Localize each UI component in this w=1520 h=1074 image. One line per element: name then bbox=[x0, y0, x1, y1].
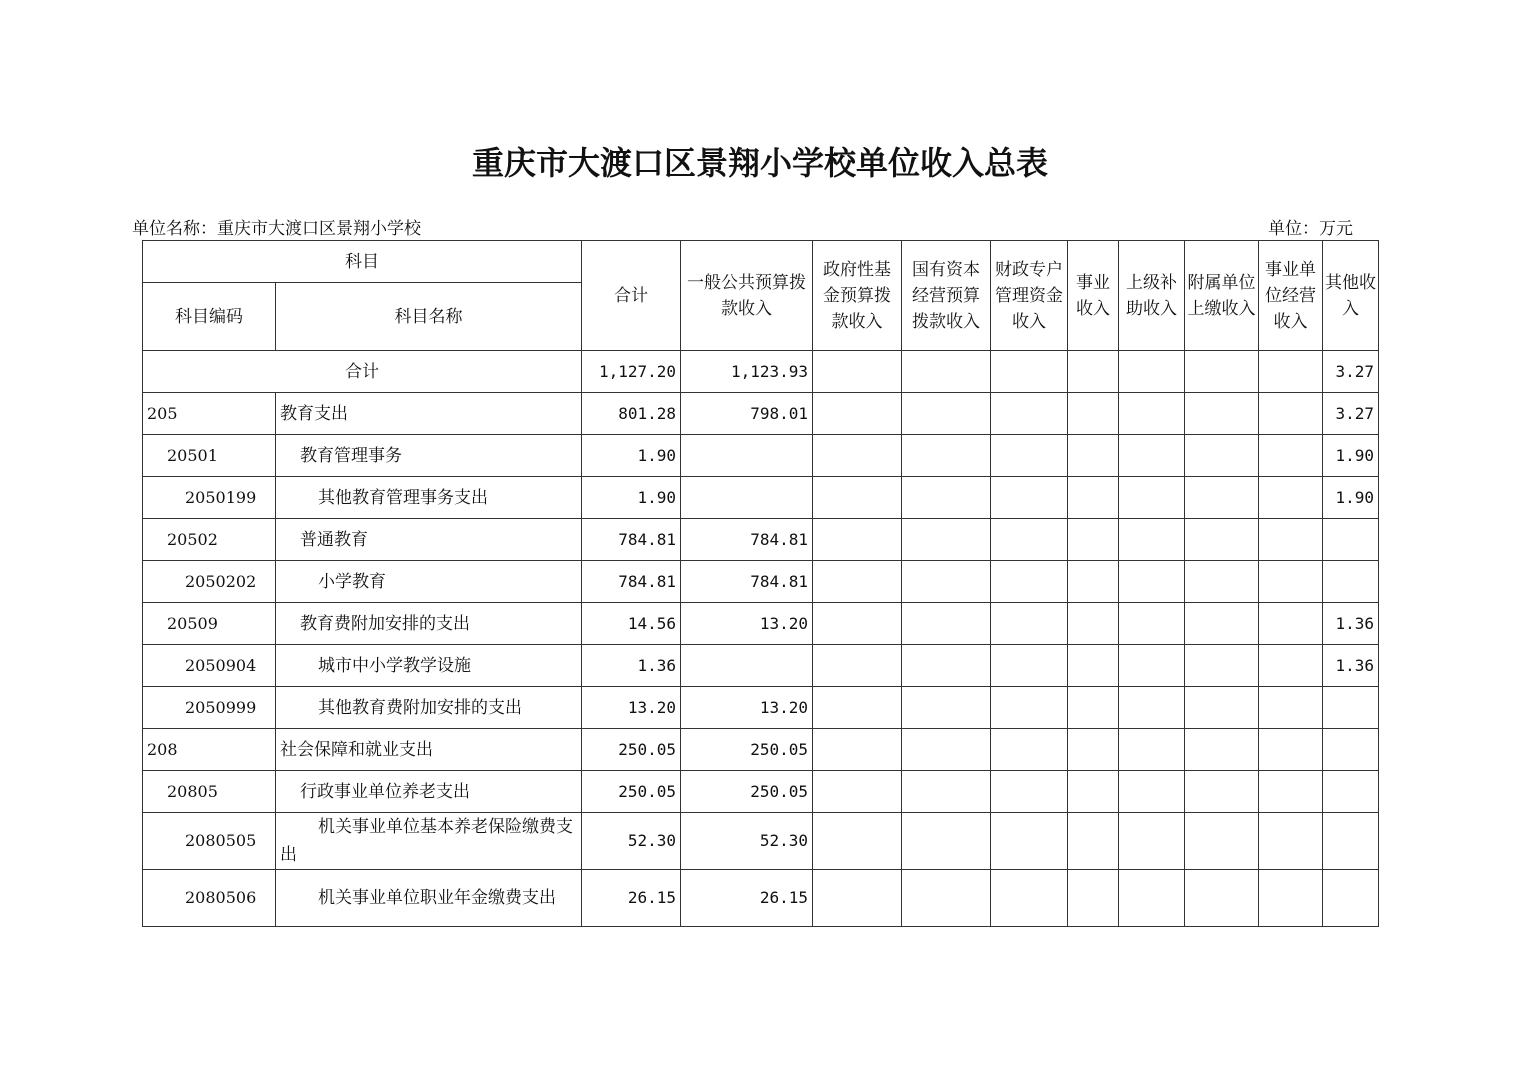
header-business: 事业收入 bbox=[1068, 241, 1119, 351]
empty-cell bbox=[902, 771, 991, 813]
subject-name-cell: 社会保障和就业支出 bbox=[276, 729, 582, 771]
empty-cell bbox=[902, 813, 991, 870]
empty-cell bbox=[1259, 645, 1323, 687]
general-budget-cell: 784.81 bbox=[681, 561, 813, 603]
empty-cell bbox=[1185, 729, 1259, 771]
empty-cell bbox=[991, 519, 1068, 561]
total-row-label: 合计 bbox=[143, 351, 582, 393]
header-other: 其他收入 bbox=[1323, 241, 1379, 351]
empty-cell bbox=[1119, 687, 1185, 729]
table-row bbox=[143, 519, 1379, 561]
general-budget-cell: 26.15 bbox=[681, 870, 813, 927]
subject-name-cell: 教育费附加安排的支出 bbox=[276, 603, 582, 645]
subject-code-cell: 20509 bbox=[143, 603, 276, 645]
subject-code-cell: 2050199 bbox=[143, 477, 276, 519]
empty-cell bbox=[1259, 393, 1323, 435]
empty-cell bbox=[1119, 771, 1185, 813]
subject-code-cell: 2050999 bbox=[143, 687, 276, 729]
total-cell: 1.90 bbox=[582, 435, 681, 477]
subject-code-cell: 20501 bbox=[143, 435, 276, 477]
total-cell: 784.81 bbox=[582, 561, 681, 603]
empty-cell bbox=[991, 645, 1068, 687]
subject-name-cell: 机关事业单位职业年金缴费支出 bbox=[276, 870, 582, 927]
general-budget-cell: 13.20 bbox=[681, 687, 813, 729]
general-budget-cell: 250.05 bbox=[681, 729, 813, 771]
general-budget-cell: 13.20 bbox=[681, 603, 813, 645]
empty-cell bbox=[902, 870, 991, 927]
subject-name-cell: 其他教育费附加安排的支出 bbox=[276, 687, 582, 729]
empty-cell bbox=[1068, 477, 1119, 519]
table-row bbox=[143, 393, 1379, 435]
subject-name-cell: 其他教育管理事务支出 bbox=[276, 477, 582, 519]
header-business-operation: 事业单位经营收入 bbox=[1259, 241, 1323, 351]
empty-cell bbox=[991, 603, 1068, 645]
subject-code-cell: 2080506 bbox=[143, 870, 276, 927]
empty-cell bbox=[813, 813, 902, 870]
empty-cell bbox=[991, 561, 1068, 603]
empty-cell bbox=[1259, 351, 1323, 393]
empty-cell bbox=[991, 435, 1068, 477]
empty-cell bbox=[1259, 870, 1323, 927]
empty-cell bbox=[902, 351, 991, 393]
empty-cell bbox=[1119, 870, 1185, 927]
income-summary-table bbox=[142, 240, 1379, 927]
empty-cell bbox=[1185, 519, 1259, 561]
empty-cell bbox=[1185, 603, 1259, 645]
total-cell: 26.15 bbox=[582, 870, 681, 927]
empty-cell bbox=[1185, 687, 1259, 729]
unit-label: 单位：万元 bbox=[1268, 219, 1353, 239]
empty-cell bbox=[1068, 771, 1119, 813]
empty-cell bbox=[813, 870, 902, 927]
header-state-capital: 国有资本经营预算拨款收入 bbox=[902, 241, 991, 351]
empty-cell bbox=[813, 771, 902, 813]
subject-code-cell: 20502 bbox=[143, 519, 276, 561]
page-title: 重庆市大渡口区景翔小学校单位收入总表 bbox=[471, 144, 1048, 182]
subject-name-cell: 行政事业单位养老支出 bbox=[276, 771, 582, 813]
empty-cell bbox=[1068, 351, 1119, 393]
empty-cell bbox=[1068, 813, 1119, 870]
subject-name-cell: 小学教育 bbox=[276, 561, 582, 603]
empty-cell bbox=[1259, 729, 1323, 771]
header-affiliated: 附属单位上缴收入 bbox=[1185, 241, 1259, 351]
empty-cell bbox=[1185, 870, 1259, 927]
empty-cell bbox=[902, 603, 991, 645]
empty-cell bbox=[1259, 561, 1323, 603]
empty-cell bbox=[1068, 645, 1119, 687]
empty-cell bbox=[1119, 729, 1185, 771]
empty-cell bbox=[902, 645, 991, 687]
total-cell: 250.05 bbox=[582, 729, 681, 771]
other-income-cell bbox=[1323, 771, 1379, 813]
other-income-cell: 1.90 bbox=[1323, 477, 1379, 519]
table-row bbox=[143, 435, 1379, 477]
general-budget-cell bbox=[681, 477, 813, 519]
empty-cell bbox=[1119, 603, 1185, 645]
general-budget-cell: 250.05 bbox=[681, 771, 813, 813]
empty-cell bbox=[1068, 519, 1119, 561]
empty-cell bbox=[991, 393, 1068, 435]
subject-code-cell: 20805 bbox=[143, 771, 276, 813]
empty-cell bbox=[902, 729, 991, 771]
other-income-cell bbox=[1323, 561, 1379, 603]
total-cell: 801.28 bbox=[582, 393, 681, 435]
subject-name-cell: 城市中小学教学设施 bbox=[276, 645, 582, 687]
table-row bbox=[143, 870, 1379, 927]
empty-cell bbox=[1185, 561, 1259, 603]
header-subject-code: 科目编码 bbox=[143, 283, 276, 351]
subject-name-cell: 教育管理事务 bbox=[276, 435, 582, 477]
empty-cell bbox=[1119, 435, 1185, 477]
empty-cell bbox=[1185, 813, 1259, 870]
subject-name-cell: 普通教育 bbox=[276, 519, 582, 561]
subject-code-cell: 2080505 bbox=[143, 813, 276, 870]
empty-cell bbox=[813, 351, 902, 393]
empty-cell bbox=[1259, 477, 1323, 519]
general-budget-cell bbox=[681, 645, 813, 687]
table-row bbox=[143, 645, 1379, 687]
empty-cell bbox=[1068, 729, 1119, 771]
total-cell: 1.36 bbox=[582, 645, 681, 687]
empty-cell bbox=[813, 561, 902, 603]
other-income-cell bbox=[1323, 729, 1379, 771]
total-cell: 1.90 bbox=[582, 477, 681, 519]
empty-cell bbox=[813, 477, 902, 519]
table-row bbox=[143, 771, 1379, 813]
empty-cell bbox=[1119, 351, 1185, 393]
table-row bbox=[143, 603, 1379, 645]
empty-cell bbox=[1068, 435, 1119, 477]
total-cell: 52.30 bbox=[582, 813, 681, 870]
header-subject-name: 科目名称 bbox=[276, 283, 582, 351]
empty-cell bbox=[1185, 393, 1259, 435]
total-cell: 14.56 bbox=[582, 603, 681, 645]
empty-cell bbox=[902, 519, 991, 561]
empty-cell bbox=[991, 729, 1068, 771]
subject-name-cell: 机关事业单位基本养老保险缴费支出 bbox=[276, 813, 582, 870]
empty-cell bbox=[1259, 771, 1323, 813]
empty-cell bbox=[813, 729, 902, 771]
other-income-cell: 3.27 bbox=[1323, 393, 1379, 435]
empty-cell bbox=[1119, 477, 1185, 519]
empty-cell bbox=[991, 687, 1068, 729]
unit-name-label: 单位名称：重庆市大渡口区景翔小学校 bbox=[132, 219, 421, 239]
empty-cell bbox=[813, 687, 902, 729]
empty-cell bbox=[902, 477, 991, 519]
total-row-total: 1,127.20 bbox=[582, 351, 681, 393]
empty-cell bbox=[1185, 477, 1259, 519]
other-income-cell bbox=[1323, 687, 1379, 729]
header-general-budget: 一般公共预算拨款收入 bbox=[681, 241, 813, 351]
empty-cell bbox=[1259, 813, 1323, 870]
empty-cell bbox=[813, 393, 902, 435]
empty-cell bbox=[902, 435, 991, 477]
empty-cell bbox=[991, 771, 1068, 813]
header-total: 合计 bbox=[582, 241, 681, 351]
general-budget-cell: 52.30 bbox=[681, 813, 813, 870]
empty-cell bbox=[1068, 603, 1119, 645]
table-row bbox=[143, 477, 1379, 519]
total-cell: 784.81 bbox=[582, 519, 681, 561]
empty-cell bbox=[1068, 393, 1119, 435]
empty-cell bbox=[1259, 435, 1323, 477]
subject-name-cell: 教育支出 bbox=[276, 393, 582, 435]
general-budget-cell: 784.81 bbox=[681, 519, 813, 561]
header-gov-fund: 政府性基金预算拨款收入 bbox=[813, 241, 902, 351]
empty-cell bbox=[1185, 645, 1259, 687]
empty-cell bbox=[1185, 435, 1259, 477]
empty-cell bbox=[1068, 687, 1119, 729]
empty-cell bbox=[902, 393, 991, 435]
other-income-cell bbox=[1323, 870, 1379, 927]
empty-cell bbox=[813, 519, 902, 561]
other-income-cell: 1.90 bbox=[1323, 435, 1379, 477]
header-subject: 科目 bbox=[143, 241, 582, 283]
table-row bbox=[143, 561, 1379, 603]
empty-cell bbox=[813, 645, 902, 687]
empty-cell bbox=[813, 603, 902, 645]
total-cell: 13.20 bbox=[582, 687, 681, 729]
subject-code-cell: 2050904 bbox=[143, 645, 276, 687]
header-fiscal-special: 财政专户管理资金收入 bbox=[991, 241, 1068, 351]
empty-cell bbox=[1068, 870, 1119, 927]
empty-cell bbox=[1119, 393, 1185, 435]
total-cell: 250.05 bbox=[582, 771, 681, 813]
header-superior-subsidy: 上级补助收入 bbox=[1119, 241, 1185, 351]
table-row bbox=[143, 687, 1379, 729]
total-row-other: 3.27 bbox=[1323, 351, 1379, 393]
general-budget-cell: 798.01 bbox=[681, 393, 813, 435]
other-income-cell: 1.36 bbox=[1323, 645, 1379, 687]
empty-cell bbox=[991, 813, 1068, 870]
subject-code-cell: 208 bbox=[143, 729, 276, 771]
total-row bbox=[143, 351, 1379, 393]
other-income-cell bbox=[1323, 813, 1379, 870]
empty-cell bbox=[1119, 519, 1185, 561]
empty-cell bbox=[1068, 561, 1119, 603]
other-income-cell bbox=[1323, 519, 1379, 561]
subject-code-cell: 205 bbox=[143, 393, 276, 435]
empty-cell bbox=[1259, 519, 1323, 561]
empty-cell bbox=[991, 477, 1068, 519]
general-budget-cell bbox=[681, 435, 813, 477]
empty-cell bbox=[991, 870, 1068, 927]
empty-cell bbox=[1259, 687, 1323, 729]
empty-cell bbox=[1185, 351, 1259, 393]
empty-cell bbox=[991, 351, 1068, 393]
empty-cell bbox=[1119, 813, 1185, 870]
empty-cell bbox=[1119, 645, 1185, 687]
empty-cell bbox=[902, 687, 991, 729]
table-row bbox=[143, 729, 1379, 771]
other-income-cell: 1.36 bbox=[1323, 603, 1379, 645]
empty-cell bbox=[1185, 771, 1259, 813]
empty-cell bbox=[1119, 561, 1185, 603]
empty-cell bbox=[1259, 603, 1323, 645]
total-row-general-budget: 1,123.93 bbox=[681, 351, 813, 393]
table-row bbox=[143, 813, 1379, 870]
empty-cell bbox=[902, 561, 991, 603]
empty-cell bbox=[813, 435, 902, 477]
subject-code-cell: 2050202 bbox=[143, 561, 276, 603]
